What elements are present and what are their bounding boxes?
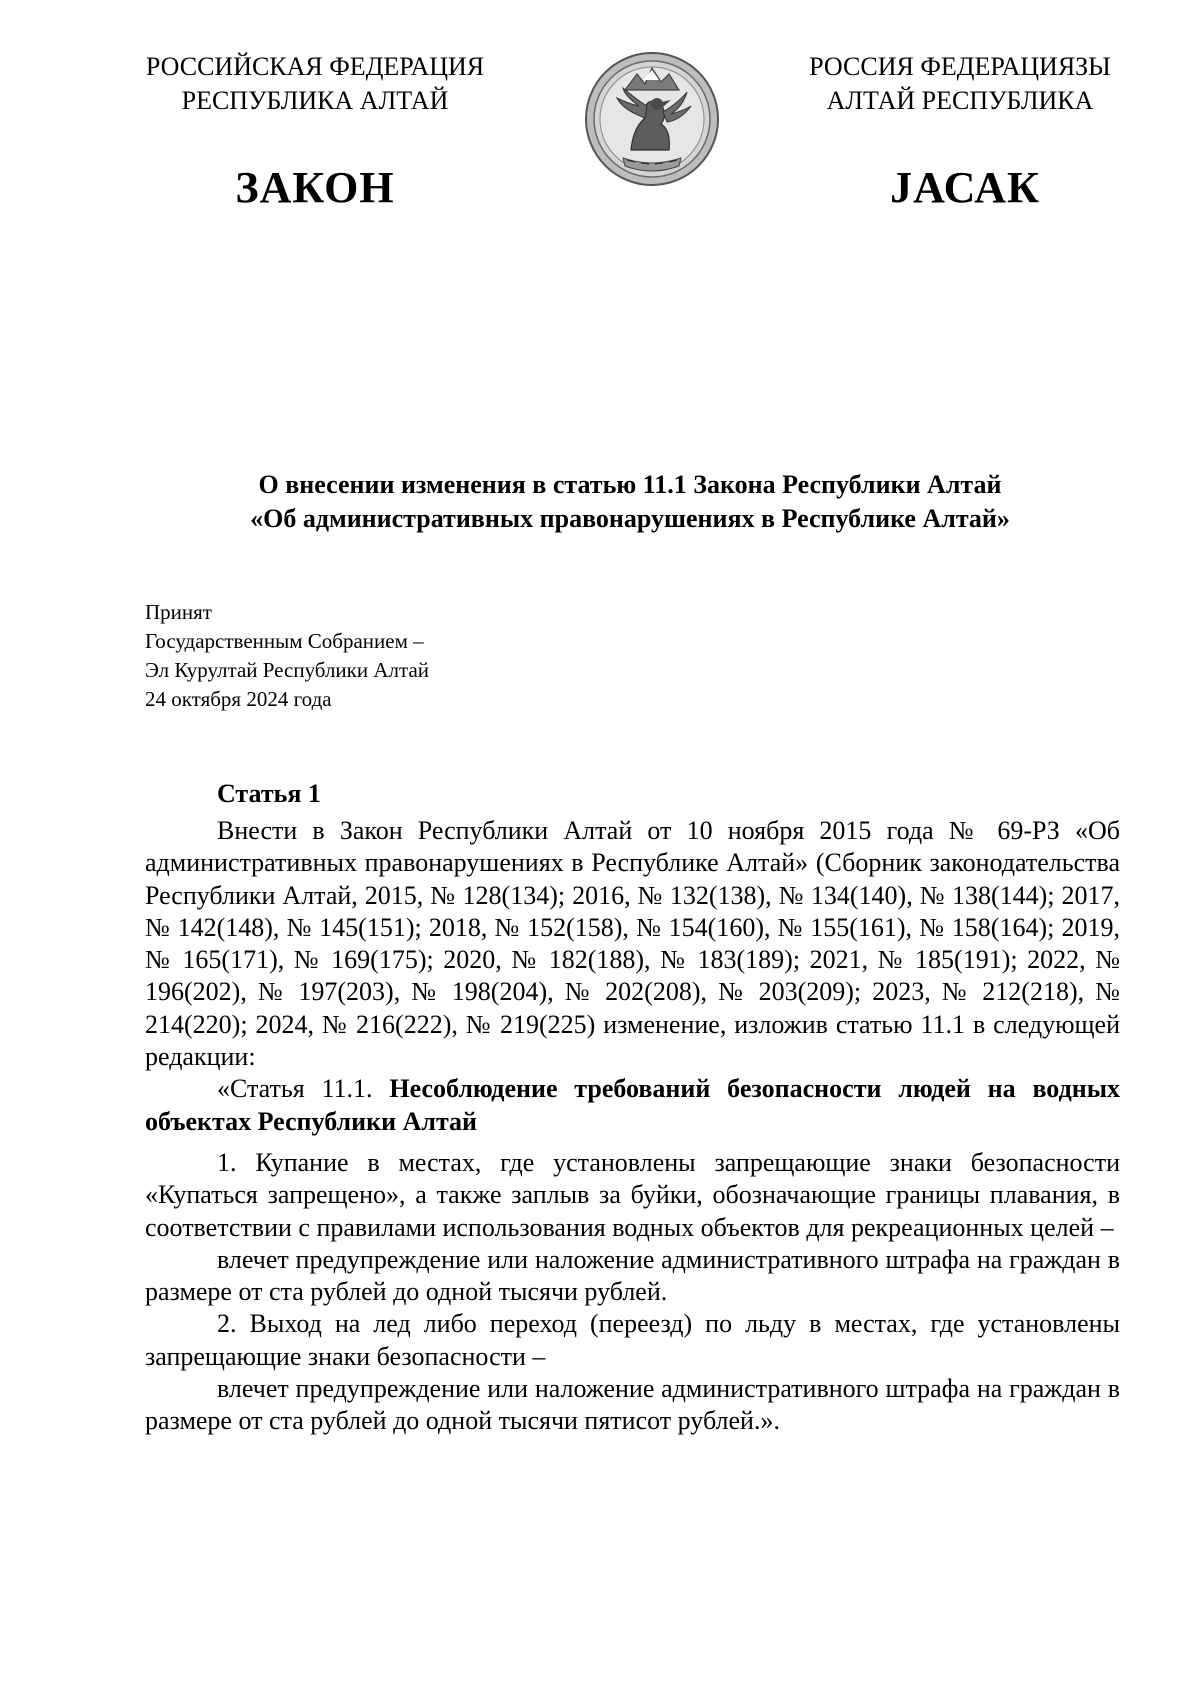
header-left-republic: РЕСПУБЛИКА АЛТАЙ: [181, 86, 449, 115]
act-title-line-1: О внесении изменения в статью 11.1 Закона Республики Алтай: [258, 470, 1002, 499]
new-article-prefix: «Статья 11.1.: [217, 1074, 390, 1104]
adoption-line-2: Государственным Собранием –: [145, 629, 424, 653]
article-body: [145, 815, 1120, 1438]
new-article-heading: [145, 1073, 1120, 1138]
header-left: [110, 50, 520, 118]
part-2-paragraph: 2. Выход на лед либо переход (переезд) по льду в местах, где установлены запрещающие знаки безопасности –: [145, 1309, 1120, 1371]
adoption-date: 24 октября 2024 года: [145, 687, 332, 711]
header-right-republic: АЛТАЙ РЕСПУБЛИКА: [826, 86, 1094, 115]
part-1-paragraph: 1. Купание в местах, где установлены запрещающие знаки безопасности «Купаться запрещено», а также заплыв за буйки, обозначающие границы плавания, в соответствии с правилами использования водных объектов для рекреационных целей –: [145, 1147, 1120, 1242]
act-title-line-2: «Об административных правонарушениях в Республике Алтай»: [250, 504, 1010, 533]
header-right: [780, 50, 1140, 118]
law-title-russian: ЗАКОН: [235, 163, 395, 212]
header-right-country: РОССИЯ ФЕДЕРАЦИЯЗЫ: [809, 52, 1111, 81]
law-title-altai: ЈАСАК: [890, 163, 1040, 212]
adoption-block: [145, 598, 645, 714]
adoption-line-1: Принят: [145, 600, 212, 624]
article-intro-paragraph: Внести в Закон Республики Алтай от 10 ноября 2015 года № 69-РЗ «Об административных правонарушениях в Республике Алтай» (Сборник законодательства Республики Алтай, 2015, № 128(134); 2016, № 132(138), № 134(140), № 138(144); 2017, № 142(148), № 145(151); 2018, № 152(158), № 154(160), № 155(161), № 158(164); 2019, № 165(171), № 169(175); 2020, № 182(188), № 183(189); 2021, № 185(191); 2022, № 196(202), № 197(203), № 198(204), № 202(208), № 203(209); 2023, № 212(218), № 214(220); 2024, № 216(222), № 219(225) изменение, изложив статью 11.1 в следующей редакции:: [145, 816, 1120, 1072]
part-2-penalty: влечет предупреждение или наложение административного штрафа на граждан в размере от ста рублей до одной тысячи пятисот рублей.».: [145, 1374, 1120, 1436]
article-heading: Статья 1: [217, 779, 321, 808]
new-article-title: Несоблюдение требований безопасности людей на водных объектах Республики Алтай: [145, 1074, 1120, 1136]
part-1-penalty: влечет предупреждение или наложение административного штрафа на граждан в размере от ста рублей до одной тысячи рублей.: [145, 1244, 1120, 1307]
altai-republic-coat-of-arms-icon: [583, 50, 721, 188]
act-title: [140, 468, 1120, 536]
adoption-line-3: Эл Курултай Республики Алтай: [145, 658, 430, 682]
header-left-country: РОССИЙСКАЯ ФЕДЕРАЦИЯ: [145, 52, 485, 81]
